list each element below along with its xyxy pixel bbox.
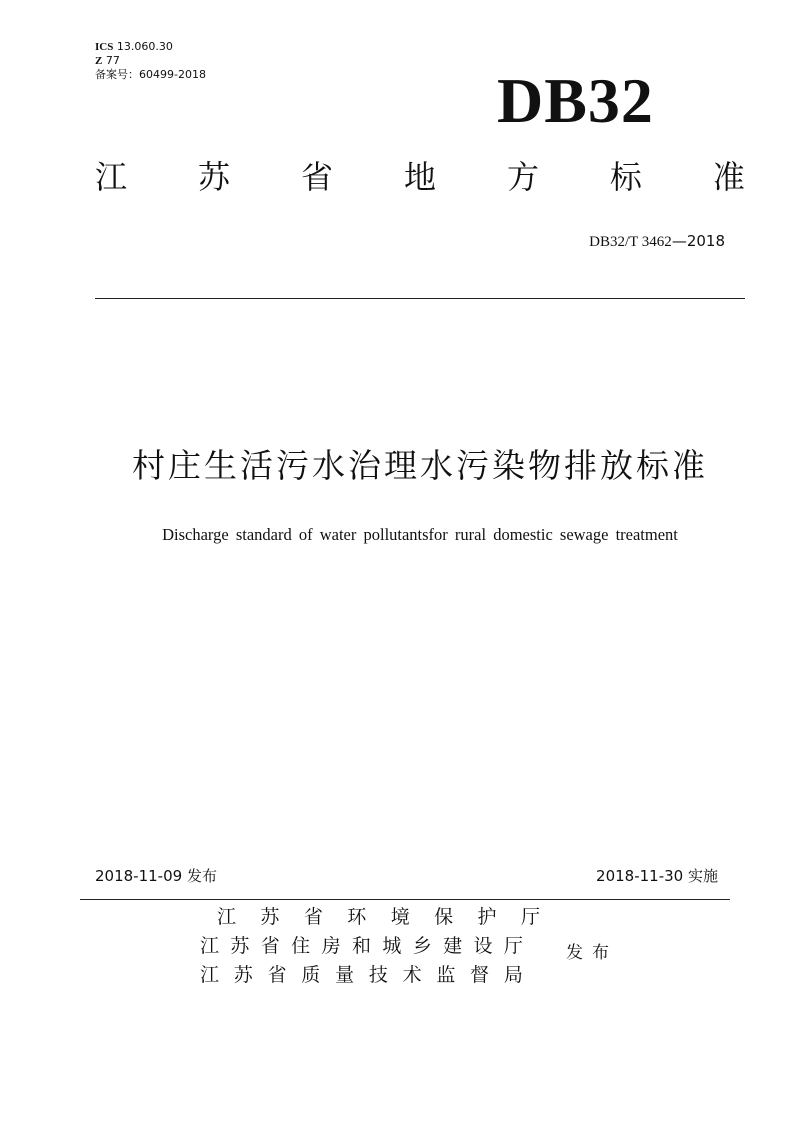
publisher-char: 乡 (412, 935, 432, 957)
publisher-char: 保 (434, 906, 454, 928)
publisher-char: 城 (382, 935, 402, 957)
publisher-char: 房 (321, 935, 341, 957)
standard-type-char: 地 (403, 158, 436, 196)
standard-type-char: 准 (712, 158, 745, 196)
publish-label: 发布 (566, 943, 618, 963)
publisher-char: 质 (301, 964, 321, 986)
publishers (200, 903, 540, 990)
ics-label: ICS (95, 41, 114, 53)
publisher-char: 局 (503, 964, 523, 986)
publisher-char: 和 (351, 935, 371, 957)
standard-type-char: 标 (609, 158, 642, 196)
standard-type-char: 江 (95, 158, 128, 196)
publisher-char: 技 (368, 964, 388, 986)
publisher-char: 厅 (503, 935, 523, 957)
record-value: 60499-2018 (139, 68, 206, 81)
publisher-char: 环 (347, 906, 367, 928)
publisher-char: 护 (477, 906, 497, 928)
publisher-char: 厅 (520, 906, 540, 928)
standard-type-char: 方 (506, 158, 539, 196)
standard-number (589, 232, 725, 251)
publisher-char: 住 (291, 935, 311, 957)
title-english: Discharge standard of water pollutantsfor rural domestic sewage treatment (162, 525, 678, 544)
publisher-char: 苏 (233, 964, 253, 986)
classification-block (95, 40, 206, 82)
standard-type-char: 苏 (197, 158, 230, 196)
standard-number-year: —2018 (671, 232, 725, 250)
standard-type-char: 省 (300, 158, 333, 196)
standard-type (95, 156, 745, 198)
publisher-char: 建 (443, 935, 463, 957)
publisher-char: 境 (390, 906, 410, 928)
standard-number-prefix: DB32/T 3462 (589, 234, 672, 250)
ics-line (95, 40, 206, 54)
standard-code: DB32 (497, 65, 654, 136)
publisher-char: 术 (402, 964, 422, 986)
record-line (95, 68, 206, 82)
issue-date: 2018-11-09 发布 (95, 867, 217, 885)
title-chinese: 村庄生活污水治理水污染物排放标准 (132, 446, 708, 485)
publisher-char: 量 (335, 964, 355, 986)
publisher-1 (217, 903, 540, 932)
publisher-char: 苏 (230, 935, 250, 957)
publisher-char: 苏 (260, 906, 280, 928)
publisher-3 (200, 961, 523, 990)
z-line (95, 54, 206, 68)
z-label: Z (95, 55, 103, 67)
publisher-char: 设 (473, 935, 493, 957)
publisher-char: 省 (267, 964, 287, 986)
bottom-divider (80, 899, 730, 900)
publisher-char: 监 (436, 964, 456, 986)
implementation-date: 2018-11-30 实施 (596, 867, 718, 885)
ics-value: 13.060.30 (113, 40, 173, 53)
top-divider (95, 298, 745, 299)
publisher-2 (200, 932, 523, 961)
publisher-char: 省 (260, 935, 280, 957)
z-value: 77 (102, 54, 120, 67)
publisher-char: 江 (217, 906, 237, 928)
publisher-char: 江 (200, 935, 220, 957)
publisher-char: 督 (470, 964, 490, 986)
publisher-char: 江 (200, 964, 220, 986)
publisher-char: 省 (303, 906, 323, 928)
record-label: 备案号： (95, 68, 139, 81)
